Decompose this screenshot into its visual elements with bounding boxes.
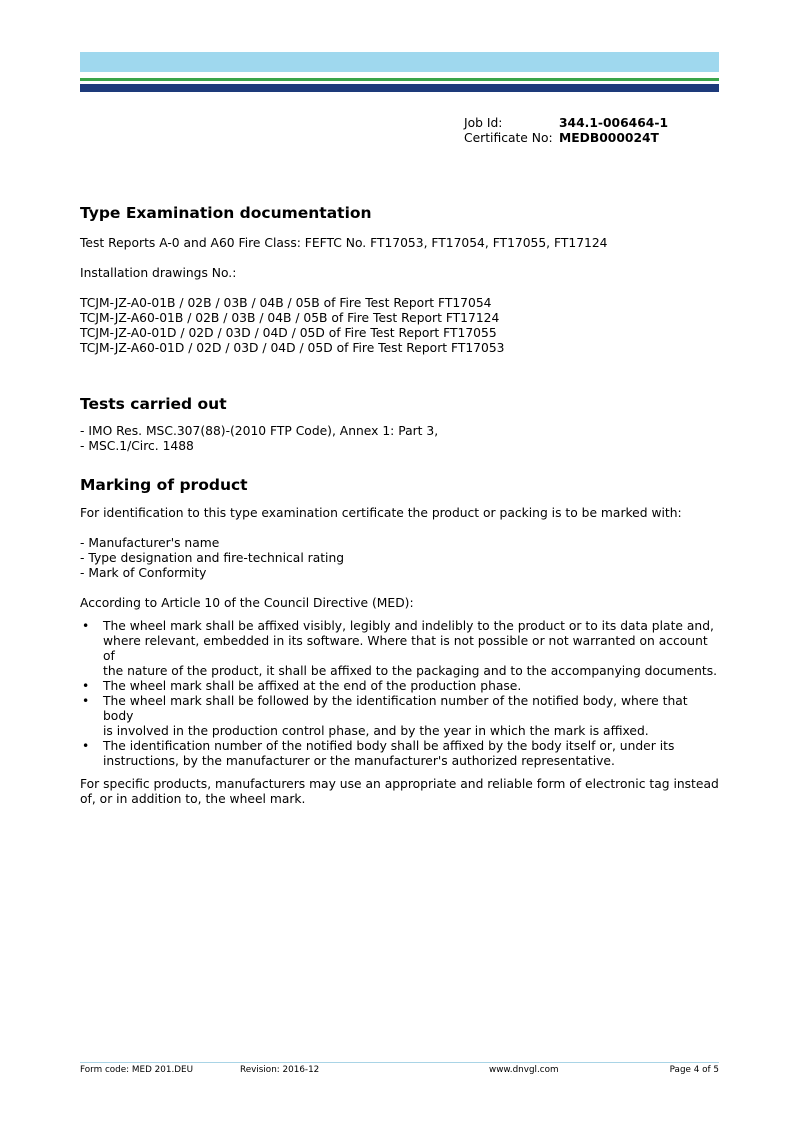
tests-heading: Tests carried out [80, 395, 227, 413]
bullet-item [80, 739, 720, 769]
bullet-text-line: The wheel mark shall be affixed at the end of the production phase. [103, 679, 522, 693]
bullet-marker: • [82, 739, 90, 753]
wheel-mark-bullets [80, 619, 720, 769]
certificate-no-row [464, 131, 668, 146]
bullet-text-line: The identification number of the notified body shall be affixed by the body itself or, under its [103, 739, 675, 753]
closing-line: of, or in addition to, the wheel mark. [80, 792, 306, 806]
marking-requirements-list [80, 536, 720, 581]
closing-line: For specific products, manufacturers may use an appropriate and reliable form of electronic tag instead [80, 777, 719, 791]
header-navy-rule [80, 84, 719, 92]
article-reference: According to Article 10 of the Council Directive (MED): [80, 596, 414, 610]
footer-revision: Revision: 2016-12 [240, 1065, 320, 1075]
bullet-text-line: The wheel mark shall be affixed visibly, legibly and indelibly to the product or to its data plate and, [103, 619, 714, 633]
bullet-text-line: The wheel mark shall be followed by the identification number of the notified body, where that body [103, 694, 688, 723]
drawing-line: TCJM-JZ-A60-01B / 02B / 03B / 04B / 05B of Fire Test Report FT17124 [80, 311, 500, 325]
footer-form-code: Form code: MED 201.DEU [80, 1065, 194, 1075]
test-reports-text: Test Reports A-0 and A60 Fire Class: FEFTC No. FT17053, FT17054, FT17055, FT17124 [80, 236, 608, 250]
drawing-line: TCJM-JZ-A0-01D / 02D / 03D / 04D / 05D of Fire Test Report FT17055 [80, 326, 497, 340]
tests-list [80, 424, 720, 454]
installation-drawings-label: Installation drawings No.: [80, 266, 237, 280]
marking-item: - Mark of Conformity [80, 566, 207, 580]
bullet-text-line: the nature of the product, it shall be affixed to the packaging and to the accompanying documents. [103, 664, 718, 678]
bullet-item [80, 679, 720, 694]
header-light-blue-band [80, 52, 719, 72]
footer-website[interactable]: www.dnvgl.com [489, 1065, 559, 1075]
certificate-no-value: MEDB000024T [559, 131, 659, 145]
drawing-line: TCJM-JZ-A60-01D / 02D / 03D / 04D / 05D of Fire Test Report FT17053 [80, 341, 505, 355]
footer-page-number: Page 4 of 5 [669, 1065, 719, 1075]
bullet-text-line: instructions, by the manufacturer or the manufacturer's authorized representative. [103, 754, 615, 768]
drawings-list [80, 296, 720, 356]
certificate-ids [464, 116, 668, 146]
marking-intro: For identification to this type examination certificate the product or packing is to be marked with: [80, 506, 682, 520]
type-exam-heading: Type Examination documentation [80, 204, 372, 222]
marking-item: - Manufacturer's name [80, 536, 220, 550]
job-id-label: Job Id: [464, 116, 503, 130]
page-footer [80, 1062, 719, 1075]
header-green-rule [80, 78, 719, 81]
certificate-no-label: Certificate No: [464, 131, 553, 145]
drawing-line: TCJM-JZ-A0-01B / 02B / 03B / 04B / 05B of Fire Test Report FT17054 [80, 296, 492, 310]
document-body [80, 204, 720, 807]
bullet-marker: • [82, 679, 90, 693]
bullet-text-line: is involved in the production control phase, and by the year in which the mark is affixed. [103, 724, 649, 738]
bullet-text-line: where relevant, embedded in its software. Where that is not possible or not warranted on account of [103, 634, 708, 663]
bullet-marker: • [82, 619, 90, 633]
bullet-item [80, 619, 720, 679]
test-item: - MSC.1/Circ. 1488 [80, 439, 194, 453]
job-id-row [464, 116, 668, 131]
bullet-marker: • [82, 694, 90, 708]
test-item: - IMO Res. MSC.307(88)-(2010 FTP Code), Annex 1: Part 3, [80, 424, 439, 438]
closing-paragraph [80, 777, 720, 807]
marking-heading: Marking of product [80, 476, 248, 494]
marking-item: - Type designation and fire-technical rating [80, 551, 345, 565]
job-id-value: 344.1-006464-1 [559, 116, 668, 130]
bullet-item [80, 694, 720, 739]
